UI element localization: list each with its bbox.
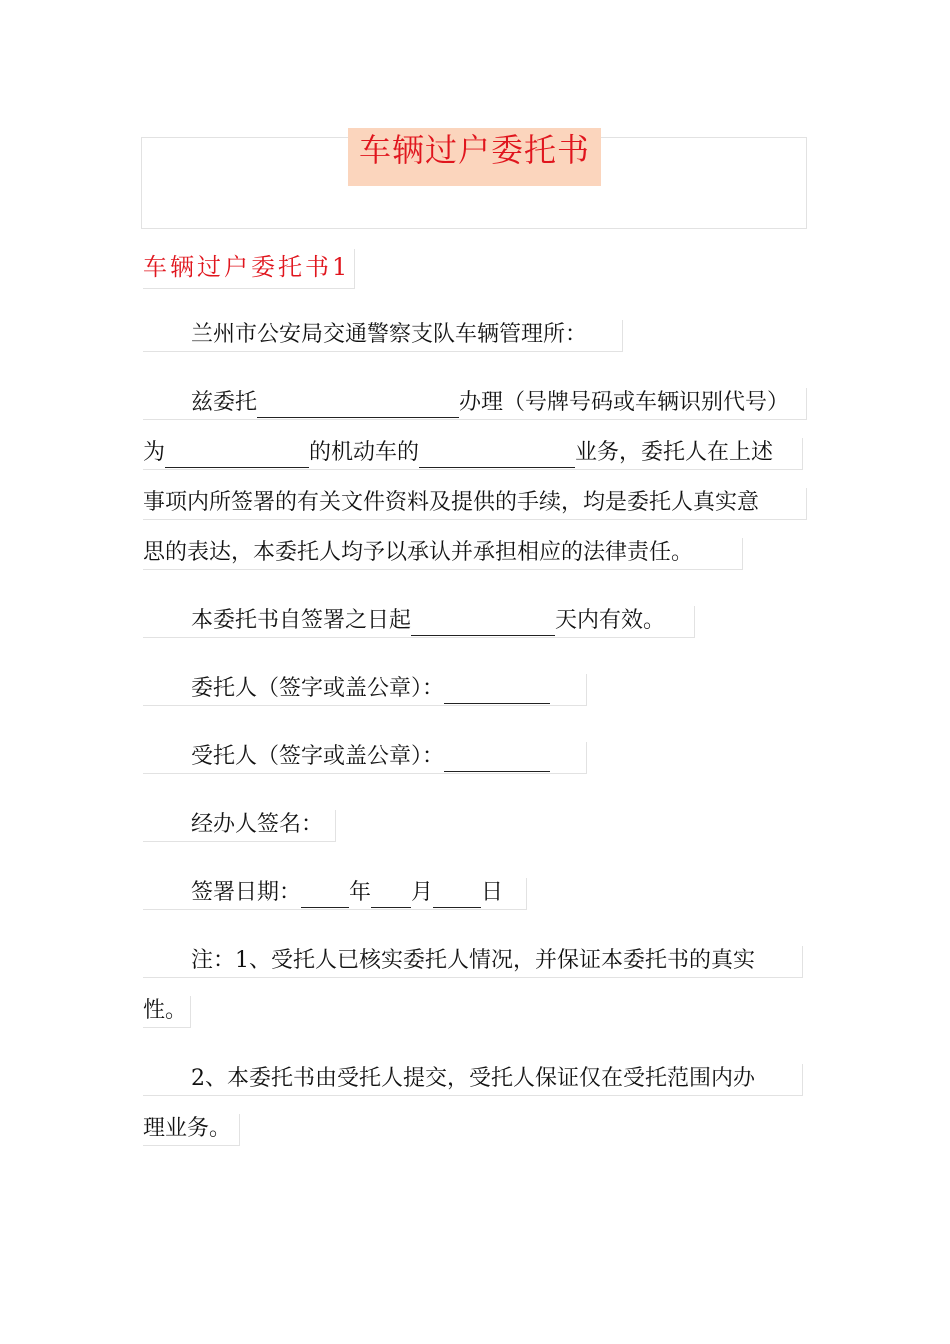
note-text: 2、本委托书由受托人提交，受托人保证仅在受托范围内办 — [191, 1066, 755, 1091]
note-2-line-1 — [143, 1064, 803, 1096]
business-type-blank[interactable] — [419, 443, 575, 468]
handler-signature-label: 经办人签名： — [191, 812, 324, 837]
principal-signature-label: 委托人（签字或盖公章）： — [191, 676, 445, 701]
section-heading: 车辆过户委托书1 — [143, 249, 355, 289]
day-label: 日 — [481, 880, 504, 905]
body-text: 办理（号牌号码或车辆识别代号） — [459, 390, 790, 415]
signing-date-line — [143, 878, 527, 910]
note-text: 理业务。 — [143, 1116, 232, 1141]
body-text: 兹委托 — [191, 390, 258, 415]
note-text: 性。 — [143, 998, 188, 1023]
body-text: 事项内所签署的有关文件资料及提供的手续，均是委托人真实意 — [143, 490, 760, 515]
note-2-line-2 — [143, 1114, 240, 1146]
year-blank[interactable] — [301, 883, 349, 908]
principal-signature-blank[interactable] — [444, 679, 550, 704]
validity-line — [143, 606, 695, 638]
agent-signature-blank[interactable] — [444, 747, 550, 772]
entrusted-person-blank[interactable] — [257, 393, 459, 418]
body-text: 思的表达，本委托人均予以承认并承担相应的法律责任。 — [143, 540, 694, 565]
recipient-line — [143, 320, 623, 352]
principal-signature-line — [143, 674, 587, 706]
body-text: 业务，委托人在上述 — [575, 440, 774, 465]
handler-signature-line — [143, 810, 336, 842]
validity-days-blank[interactable] — [411, 611, 555, 636]
body-text: 的机动车的 — [309, 440, 420, 465]
agent-signature-label: 受托人（签字或盖公章）： — [191, 744, 445, 769]
year-label: 年 — [349, 880, 372, 905]
note-1-line-1 — [143, 946, 803, 978]
recipient-text: 兰州市公安局交通警察支队车辆管理所： — [191, 322, 588, 347]
month-blank[interactable] — [371, 883, 411, 908]
document-title: 车辆过户委托书 — [348, 128, 601, 186]
body-line-4 — [143, 538, 743, 570]
note-text: 注：1、受托人已核实委托人情况，并保证本委托书的真实 — [191, 948, 755, 973]
body-text: 天内有效。 — [555, 608, 666, 633]
note-1-line-2 — [143, 996, 191, 1028]
body-text: 为 — [143, 440, 166, 465]
day-blank[interactable] — [433, 883, 481, 908]
body-text: 本委托书自签署之日起 — [191, 608, 412, 633]
agent-signature-line — [143, 742, 587, 774]
plate-number-blank[interactable] — [165, 443, 309, 468]
month-label: 月 — [411, 880, 434, 905]
body-line-3 — [143, 488, 807, 520]
body-line-2 — [143, 438, 803, 470]
signing-date-label: 签署日期： — [191, 880, 302, 905]
body-line-1 — [143, 388, 807, 420]
